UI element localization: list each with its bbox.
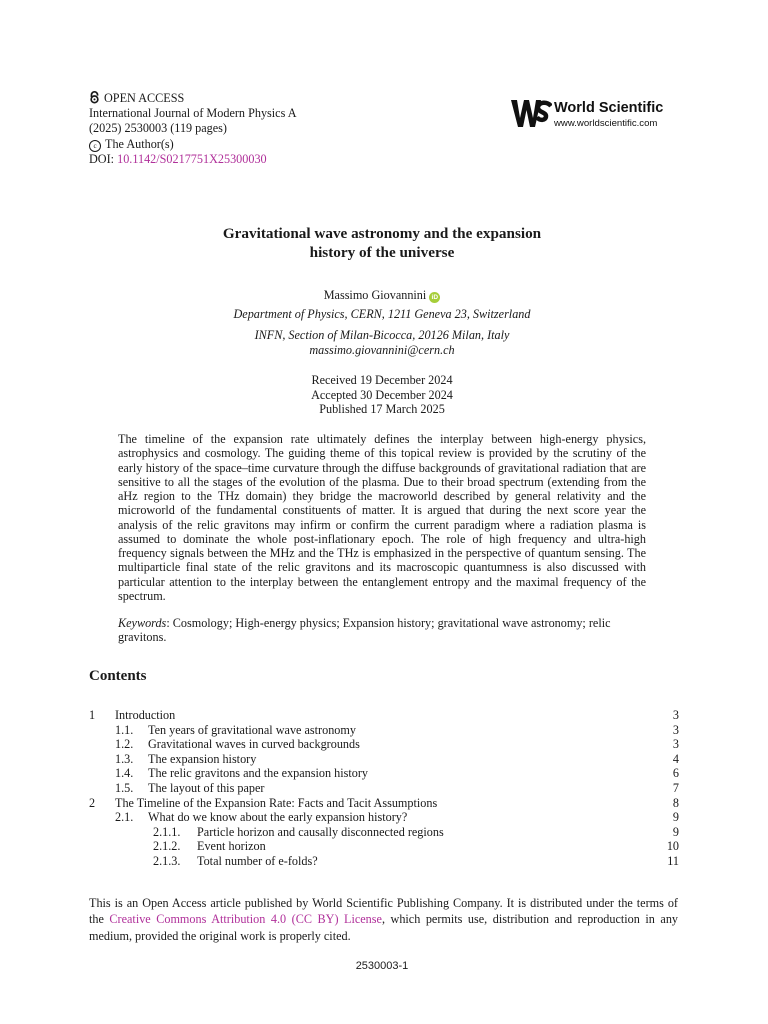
journal-header xyxy=(89,91,297,167)
toc-entry[interactable] xyxy=(89,752,679,767)
publisher-url: www.worldscientific.com xyxy=(554,118,658,129)
journal-name: International Journal of Modern Physics A xyxy=(89,106,297,121)
toc-entry[interactable] xyxy=(89,781,679,796)
toc-entry[interactable] xyxy=(89,839,679,854)
toc-entry[interactable] xyxy=(89,810,679,825)
toc-entry[interactable] xyxy=(89,854,679,869)
toc-title: Event horizon xyxy=(197,839,266,854)
toc-page: 3 xyxy=(672,722,679,737)
toc-title: Total number of e-folds? xyxy=(197,853,318,868)
toc-number: 1.4. xyxy=(115,766,134,781)
orcid-icon[interactable]: iD xyxy=(429,292,440,303)
date-accepted: Accepted 30 December 2024 xyxy=(311,387,453,402)
date-published: Published 17 March 2025 xyxy=(319,402,445,417)
author-line xyxy=(89,288,675,303)
toc-entry[interactable] xyxy=(89,723,679,738)
toc-entry[interactable] xyxy=(89,737,679,752)
toc-number: 1.5. xyxy=(115,780,134,795)
toc-page: 8 xyxy=(672,795,679,810)
author-name: Massimo Giovannini xyxy=(323,288,427,302)
toc-number: 1.3. xyxy=(115,751,134,766)
copyright-text: The Author(s) xyxy=(105,136,174,151)
toc-page: 7 xyxy=(672,780,679,795)
toc-title: The expansion history xyxy=(148,751,257,766)
publisher-logo[interactable] xyxy=(510,96,675,130)
copyright-line xyxy=(89,137,297,152)
toc-page: 4 xyxy=(672,751,679,766)
toc-entry[interactable] xyxy=(89,825,679,840)
notice-text-after: , which permits use, distribution and reproduction in any medium, provided the original work is properly cited. xyxy=(89,912,679,943)
open-access-notice xyxy=(89,895,678,944)
toc-title: The Timeline of the Expansion Rate: Facts and Tacit Assumptions xyxy=(115,795,438,810)
toc-page: 9 xyxy=(672,824,679,839)
open-access-icon xyxy=(89,91,100,104)
doi-line xyxy=(89,152,297,167)
doi-link[interactable]: 10.1142/S0217751X25300030 xyxy=(117,151,267,166)
toc-number: 2 xyxy=(89,795,96,810)
toc-page: 3 xyxy=(672,708,679,722)
keywords-text: : Cosmology; High-energy physics; Expansion history; gravitational wave astronomy; relic gravitons. xyxy=(118,616,611,645)
license-link[interactable]: Creative Commons Attribution 4.0 (CC BY) License xyxy=(109,912,382,927)
toc-number: 1 xyxy=(89,708,96,722)
toc-page: 9 xyxy=(672,810,679,825)
toc-title: Ten years of gravitational wave astronomy xyxy=(148,722,356,737)
toc-title: Gravitational waves in curved backgrounds xyxy=(148,737,360,752)
toc-number: 1.1. xyxy=(115,722,134,737)
keywords-label: Keywords xyxy=(118,616,167,630)
toc-entry[interactable] xyxy=(89,766,679,781)
toc-entry[interactable] xyxy=(89,708,679,723)
toc-title: The layout of this paper xyxy=(148,780,265,795)
title-line-2: history of the universe xyxy=(309,243,455,261)
toc-title: The relic gravitons and the expansion history xyxy=(148,766,368,781)
open-access-line xyxy=(89,91,297,106)
paper-title xyxy=(89,225,675,262)
toc-number: 2.1.3. xyxy=(153,853,181,868)
affiliation-cern: Department of Physics, CERN, 1211 Geneva 23, Switzerland xyxy=(233,307,531,321)
copyright-icon: c xyxy=(89,140,101,152)
publisher-name: World Scientific xyxy=(554,100,664,116)
publication-dates xyxy=(89,373,675,417)
author-email[interactable]: massimo.giovannini@cern.ch xyxy=(309,343,455,357)
world-scientific-logo-icon xyxy=(510,96,552,130)
affiliation-infn: INFN, Section of Milan-Bicocca, 20126 Milan, Italy xyxy=(254,328,510,342)
toc-number: 2.1.1. xyxy=(153,824,181,839)
toc-page: 11 xyxy=(667,853,679,868)
toc-title: What do we know about the early expansion history? xyxy=(148,810,408,825)
toc-title: Particle horizon and causally disconnected regions xyxy=(197,824,444,839)
toc-page: 6 xyxy=(672,766,679,781)
keywords xyxy=(118,616,646,645)
date-received: Received 19 December 2024 xyxy=(311,373,453,387)
toc-page: 10 xyxy=(666,839,679,854)
toc-number: 2.1. xyxy=(115,810,134,825)
open-access-label: OPEN ACCESS xyxy=(104,91,185,105)
page-number: 2530003-1 xyxy=(355,960,409,972)
title-line-1: Gravitational wave astronomy and the expansion xyxy=(222,225,542,242)
toc-number: 1.2. xyxy=(115,737,134,752)
toc-number: 2.1.2. xyxy=(153,839,181,854)
toc-page: 3 xyxy=(672,737,679,752)
contents-heading: Contents xyxy=(89,668,147,684)
toc-entry[interactable] xyxy=(89,796,679,811)
abstract: The timeline of the expansion rate ultimately defines the interplay between high-energy physics, astrophysics and cosmology. The guiding theme of this topical review is provided by the scrutiny of the early history of the space–time curvature through the diffuse backgrounds of gravitational radiation that are sensitive to all the stages of the evolution of the plasma. Due to their broad spectrum (extending from the aHz region to the THz domain) they bridge the macroworld described by general relativity and the microworld of the fundamental constituents of matter. It is argued that during the next score year the analysis of the relic gravitons may infirm or confirm the current paradigm where a radiation plasma is assumed to dominate the whole post-inflationary epoch. The role of high frequency and ultra-high frequency signals between the MHz and the THz is emphasized in the perspective of quantum sensing. The multiparticle final state of the relic gravitons and its macroscopic quantumness is also discussed with particular attention to the interplay between the entanglement entropy and the maximal frequency of the spectrum. xyxy=(118,432,646,603)
notice-text-before: This is an Open Access article published by World Scientific Publishing Company. It is distributed under the terms of the xyxy=(89,896,678,927)
table-of-contents xyxy=(89,708,679,869)
toc-title: Introduction xyxy=(115,708,176,722)
journal-volume: (2025) 2530003 (119 pages) xyxy=(89,121,227,136)
doi-label: DOI: xyxy=(89,151,115,166)
